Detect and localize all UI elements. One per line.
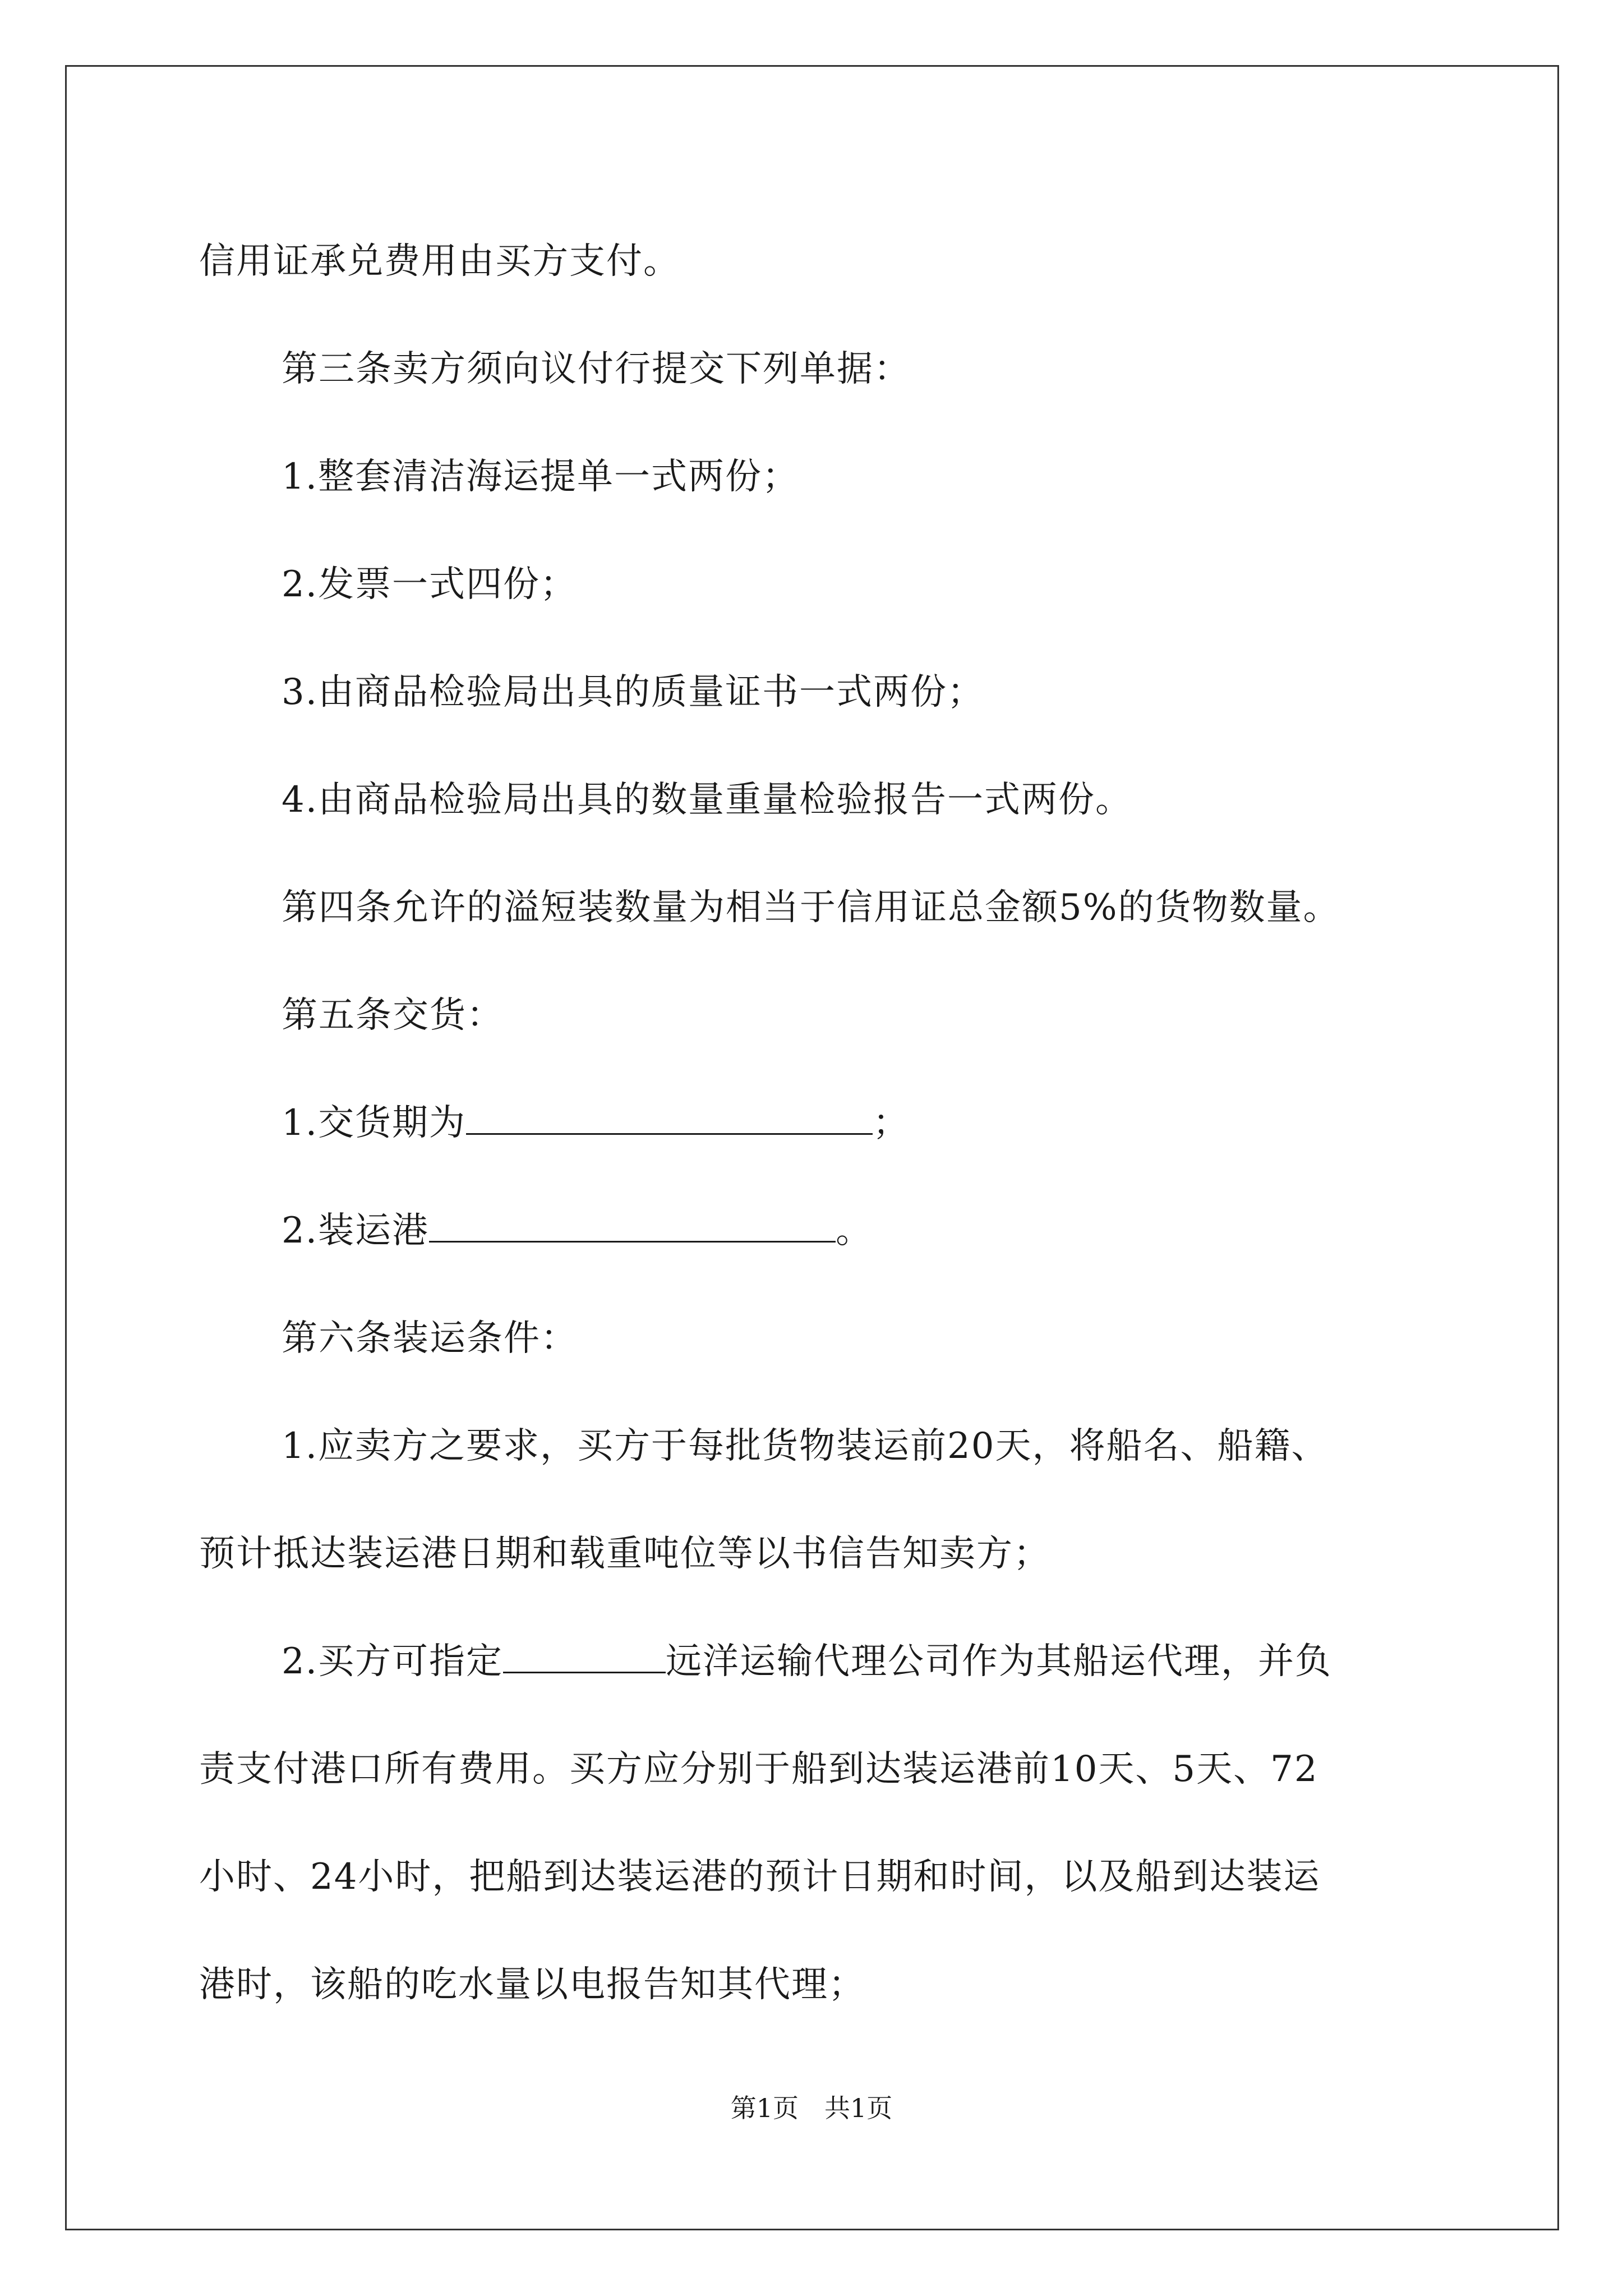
article-3-item-1: 1.整套清洁海运提单一式两份； bbox=[282, 456, 800, 498]
article-3-item-4: 4.由商品检验局出具的数量重量检验报告一式两份。 bbox=[282, 779, 1133, 821]
article-5-item-1 bbox=[199, 1069, 1461, 1177]
page-number-footer: 第1页 共1页 bbox=[730, 2093, 893, 2123]
document-body bbox=[199, 208, 1461, 2039]
article-5-heading: 第五条交货： bbox=[282, 995, 504, 1036]
loading-port-blank bbox=[429, 1212, 836, 1243]
article-3-item-2: 2.发票一式四份； bbox=[282, 564, 578, 605]
agent-designation-rest: 远洋运输代理公司作为其船运代理，并负 bbox=[666, 1641, 1332, 1682]
delivery-period-label: 1.交货期为 bbox=[282, 1102, 467, 1144]
article-6-item-2-line-1 bbox=[199, 1608, 1461, 1715]
article-3-heading: 第三条卖方须向议付行提交下列单据： bbox=[282, 348, 911, 390]
delivery-period-blank bbox=[466, 1104, 873, 1135]
article-6-item-1-line-1: 1.应卖方之要求，买方于每批货物装运前20天，将船名、船籍、 bbox=[282, 1425, 1329, 1467]
article-6-item-2-line-3: 小时、24小时，把船到达装运港的预计日期和时间，以及船到达装运 bbox=[199, 1856, 1321, 1898]
article-6-item-2-line-4: 港时，该船的吃水量以电报告知其代理； bbox=[199, 1964, 865, 2005]
paragraph-acceptance-fee: 信用证承兑费用由买方支付。 bbox=[199, 241, 680, 282]
article-5-item-2 bbox=[199, 1177, 1461, 1285]
article-6-heading: 第六条装运条件： bbox=[282, 1318, 578, 1359]
article-6-item-1-line-2: 预计抵达装运港日期和载重吨位等以书信告知卖方； bbox=[199, 1533, 1050, 1575]
article-4: 第四条允许的溢短装数量为相当于信用证总金额5%的货物数量。 bbox=[282, 887, 1340, 928]
agent-name-blank bbox=[503, 1642, 666, 1673]
agent-designation-label: 2.买方可指定 bbox=[282, 1641, 504, 1682]
loading-port-label: 2.装运港 bbox=[282, 1210, 430, 1251]
article-3-item-3: 3.由商品检验局出具的质量证书一式两份； bbox=[282, 671, 985, 713]
loading-port-end: 。 bbox=[836, 1210, 873, 1251]
article-6-item-2-line-2: 责支付港口所有费用。买方应分别于船到达装运港前10天、5天、72 bbox=[199, 1749, 1318, 1790]
delivery-period-end: ； bbox=[873, 1102, 910, 1144]
